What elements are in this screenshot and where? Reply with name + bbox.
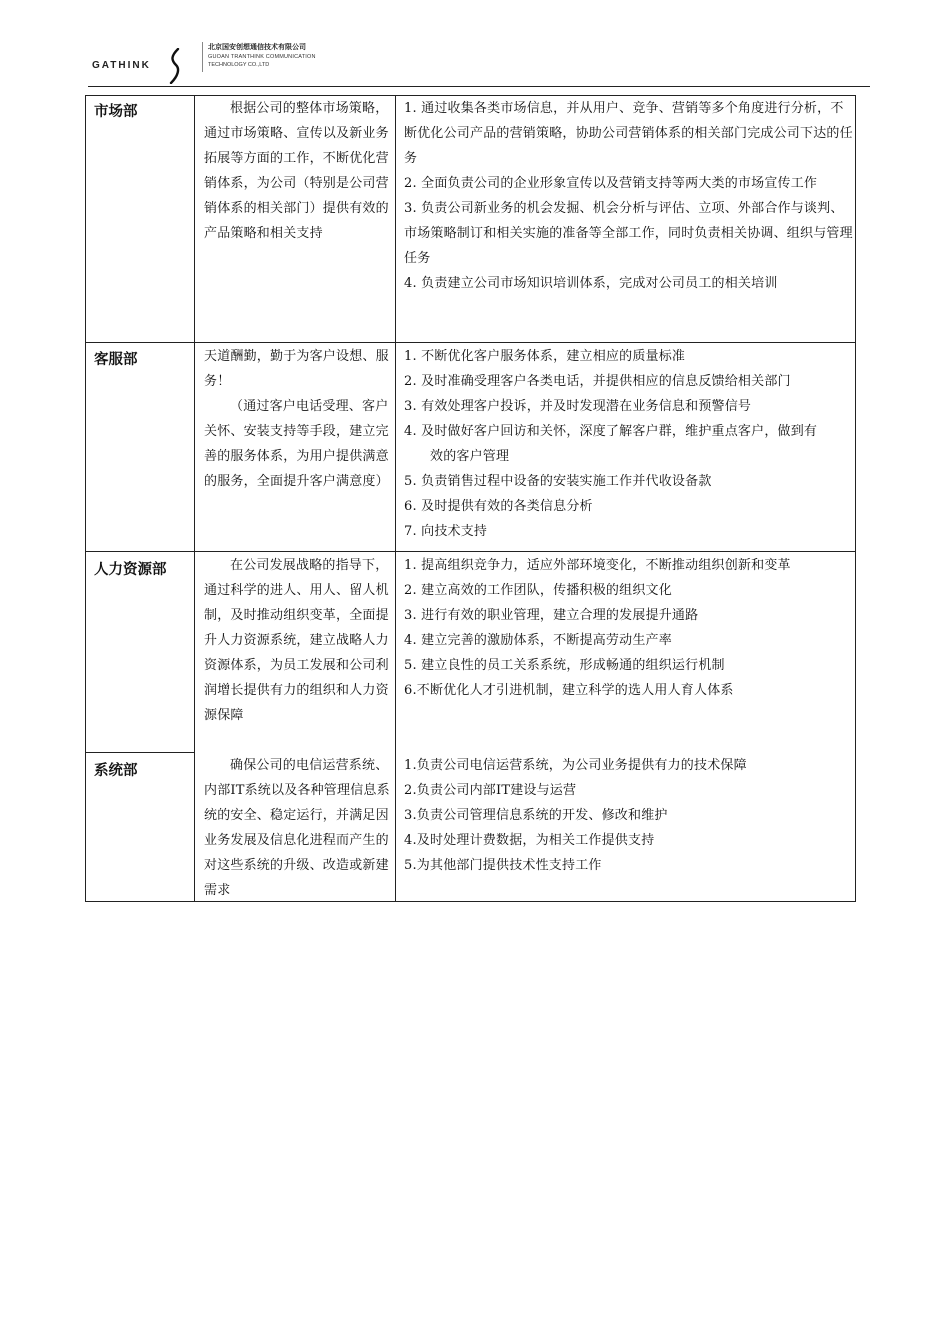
duty-item: 6. 及时提供有效的各类信息分析: [404, 499, 593, 514]
duty-item: 2. 全面负责公司的企业形象宣传以及营销支持等两大类的市场宣传工作: [404, 176, 818, 191]
dept-name-hr: 人力资源部: [94, 562, 167, 578]
dept-desc-market-text: 根据公司的整体市场策略，通过市场策略、宣传以及新业务拓展等方面的工作，不断优化营销体系，为公司（特别是公司营销体系的相关部门）提供有效的产品策略和相关支持: [204, 101, 389, 241]
duty-item: 4. 建立完善的激励体系，不断提高劳动生产率: [404, 633, 672, 648]
header-divider: [202, 42, 203, 72]
page-header: [88, 38, 870, 90]
company-name-cn: 北京国安创想通信技术有限公司: [208, 43, 306, 51]
duty-item: 2. 建立高效的工作团队，传播积极的组织文化: [404, 583, 672, 598]
dept-desc-hr-text: 在公司发展战略的指导下，通过科学的进人、用人、留人机制，及时推动组织变革，全面提升人力资源系统，建立战略人力资源体系，为员工发展和公司利润增长提供有力的组织和人力资源保障: [204, 558, 389, 723]
duty-item: 5.为其他部门提供技术性支持工作: [404, 858, 602, 873]
dept-name-market: 市场部: [94, 104, 138, 120]
duty-item: 1. 通过收集各类市场信息，并从用户、竞争、营销等多个角度进行分析，不断优化公司产品的营销策略，协助公司营销体系的相关部门完成公司下达的任务: [404, 101, 853, 166]
header-rule: [88, 86, 870, 87]
duty-item: 3. 有效处理客户投诉，并及时发现潜在业务信息和预警信号: [404, 399, 752, 414]
duty-item: 2.负责公司内部IT建设与运营: [404, 783, 577, 798]
duty-item: 4.及时处理计费数据，为相关工作提供支持: [404, 833, 655, 848]
company-name-en-line1: GUOAN TRANTHINK COMMUNICATION: [208, 54, 316, 60]
dept-desc-market: [204, 96, 392, 246]
duty-item: 1. 不断优化客户服务体系，建立相应的质量标准: [404, 349, 686, 364]
duty-item: 4. 负责建立公司市场知识培训体系，完成对公司员工的相关培训: [404, 276, 778, 291]
dept-desc-cs-text: （通过客户电话受理、客户关怀、安装支持等手段，建立完善的服务体系，为用户提供满意的服务，全面提升客户满意度）: [204, 399, 389, 489]
dept-duties-customer-service: [404, 344, 856, 544]
duty-item: 1.负责公司电信运营系统，为公司业务提供有力的技术保障: [404, 758, 747, 773]
duty-item: 3. 进行有效的职业管理，建立合理的发展提升通路: [404, 608, 699, 623]
duty-item: 3. 负责公司新业务的机会发掘、机会分析与评估、立项、外部合作与谈判、市场策略制订和相关实施的准备等全部工作，同时负责相关协调、组织与管理任务: [404, 201, 853, 266]
brand-s-logo-icon: [168, 48, 182, 84]
duty-item: 6.不断优化人才引进机制，建立科学的选人用人育人体系: [404, 683, 734, 698]
duty-item: 4. 及时做好客户回访和关怀，深度了解客户群，维护重点客户，做到有: [404, 424, 818, 439]
duty-item: 5. 建立良性的员工关系系统，形成畅通的组织运行机制: [404, 658, 725, 673]
table-row-divider-2: [85, 551, 856, 552]
dept-duties-systems: [404, 753, 856, 878]
duty-item-continuation: 效的客户管理: [430, 449, 510, 464]
table-col-divider-2: [395, 95, 396, 902]
table-row-divider-1: [85, 342, 856, 343]
dept-desc-hr: [204, 553, 392, 728]
table-col-divider-1: [194, 95, 195, 902]
dept-name-systems: 系统部: [94, 763, 138, 779]
table-row-divider-3-partial: [85, 752, 195, 753]
company-name-en-line2: TECHNOLOGY CO.,LTD: [208, 62, 270, 68]
duty-item: 1. 提高组织竞争力，适应外部环境变化，不断推动组织创新和变革: [404, 558, 791, 573]
dept-duties-market: [404, 96, 856, 296]
duty-item: 2. 及时准确受理客户各类电话，并提供相应的信息反馈给相关部门: [404, 374, 791, 389]
dept-name-customer-service: 客服部: [94, 352, 138, 368]
dept-desc-systems: [204, 753, 392, 903]
dept-desc-cs-slogan: 天道酬勤，勤于为客户设想、服务！: [204, 349, 389, 389]
dept-desc-customer-service: [204, 344, 392, 494]
duty-item: 7. 向技术支持: [404, 524, 488, 539]
dept-desc-systems-text: 确保公司的电信运营系统、内部IT系统以及各种管理信息系统的安全、稳定运行，并满足因业务发展及信息化进程而产生的对这些系统的升级、改造或新建需求: [204, 758, 390, 898]
duty-item: 3.负责公司管理信息系统的开发、修改和维护: [404, 808, 668, 823]
duty-item: 5. 负责销售过程中设备的安装实施工作并代收设备款: [404, 474, 712, 489]
brand-logo-text: GATHINK: [92, 60, 151, 71]
dept-duties-hr: [404, 553, 856, 703]
